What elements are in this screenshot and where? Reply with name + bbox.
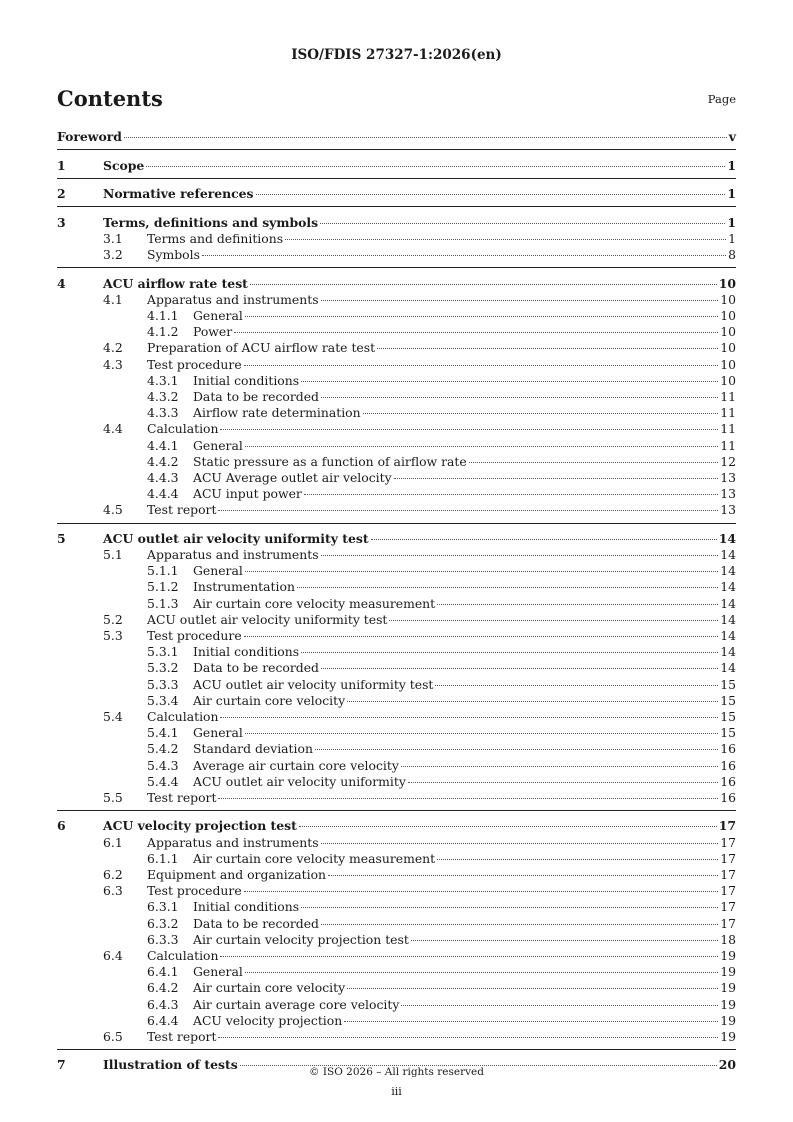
toc-entry-number: 5.3.3 xyxy=(147,676,179,692)
toc-entry[interactable] xyxy=(57,1013,736,1029)
dot-leader xyxy=(437,604,718,605)
toc-entry-page: 17 xyxy=(718,818,736,834)
dot-leader xyxy=(321,300,719,301)
toc-entry-title: Data to be recorded xyxy=(193,389,319,404)
toc-entry-page: 10 xyxy=(720,356,736,372)
dot-leader xyxy=(377,348,718,349)
toc-entry-number: 6.3.3 xyxy=(147,931,179,947)
toc-entry[interactable] xyxy=(57,835,736,851)
toc-entry[interactable] xyxy=(57,883,736,899)
dot-leader xyxy=(315,749,718,750)
dot-leader xyxy=(437,859,718,860)
toc-entry-page: 8 xyxy=(728,247,736,263)
dot-leader xyxy=(347,988,718,989)
toc-entry-page: 14 xyxy=(720,611,736,627)
toc-entry[interactable] xyxy=(57,628,736,644)
toc-entry[interactable] xyxy=(57,324,736,340)
toc-entry-title: ACU velocity projection xyxy=(193,1012,343,1028)
contents-title: Contents xyxy=(57,86,163,111)
toc-entry-title: Terms and definitions xyxy=(147,230,284,246)
toc-entry[interactable] xyxy=(57,660,736,676)
toc-entry-number: 4 xyxy=(57,275,66,291)
toc-entry-page: 13 xyxy=(720,469,736,485)
toc-entry-page: 19 xyxy=(720,980,736,996)
toc-entry-page: 16 xyxy=(720,757,736,773)
toc-entry[interactable] xyxy=(57,405,736,421)
dot-leader xyxy=(321,555,719,556)
toc-entry-title: Preparation of ACU airflow rate test xyxy=(147,340,376,356)
toc-entry-title: Standard deviation xyxy=(193,741,313,757)
toc-entry-number: 3 xyxy=(57,214,66,230)
toc-entry-number: 5.4.3 xyxy=(147,757,179,773)
toc-entry-title: General xyxy=(193,725,243,741)
dot-leader xyxy=(328,875,718,876)
toc-entry-number: 4.4.3 xyxy=(147,469,179,485)
dot-leader xyxy=(321,668,718,669)
toc-entry[interactable] xyxy=(57,1029,736,1045)
toc-entry-page: 14 xyxy=(718,530,736,546)
dot-leader xyxy=(250,284,717,285)
dot-leader xyxy=(304,494,718,495)
dot-leader xyxy=(245,571,718,572)
dot-leader xyxy=(218,798,718,799)
toc-entry[interactable] xyxy=(57,231,736,247)
toc-entry[interactable] xyxy=(57,790,736,806)
toc-entry-page: 15 xyxy=(720,708,736,724)
dot-leader xyxy=(234,332,718,333)
toc-entry-page: 15 xyxy=(720,725,736,741)
toc-entry-number: 5.4.1 xyxy=(147,725,179,741)
toc-entry[interactable] xyxy=(57,486,736,502)
dot-leader xyxy=(285,239,726,240)
toc-entry-number: 4.3.1 xyxy=(147,372,179,388)
toc-entry-title: Initial conditions xyxy=(193,644,300,660)
toc-entry-page: 15 xyxy=(720,676,736,692)
toc-entry-number: 3.2 xyxy=(103,247,123,263)
toc-entry-title: General xyxy=(193,308,243,324)
dot-leader xyxy=(401,766,718,767)
toc-entry-title: Data to be recorded xyxy=(193,915,319,931)
toc-entry[interactable] xyxy=(57,276,736,292)
toc-entry[interactable] xyxy=(57,502,736,518)
dot-leader xyxy=(411,940,718,941)
toc-entry-title: Power xyxy=(193,324,233,340)
toc-entry-page: 14 xyxy=(720,547,736,563)
toc-entry-title: General xyxy=(193,437,243,453)
toc-entry[interactable] xyxy=(57,421,736,437)
section-separator xyxy=(57,1049,736,1050)
toc-entry-number: 5.5 xyxy=(103,789,123,805)
toc-entry-page: 16 xyxy=(720,773,736,789)
toc-entry-page: 13 xyxy=(720,486,736,502)
toc-entry-title: Apparatus and instruments xyxy=(147,547,319,563)
toc-entry[interactable] xyxy=(57,215,736,231)
copyright-footer: © ISO 2026 – All rights reserved xyxy=(309,1066,484,1078)
toc-entry-title: Foreword xyxy=(57,129,122,144)
section-separator xyxy=(57,178,736,179)
toc-entry-number: 6.3.1 xyxy=(147,899,179,915)
dot-leader xyxy=(245,446,718,447)
toc-entry-title: Average air curtain core velocity xyxy=(193,757,399,773)
toc-entry-title: Instrumentation xyxy=(193,579,295,595)
toc-entry-number: 5.1.1 xyxy=(147,563,179,579)
toc-entry-page: 11 xyxy=(720,389,736,404)
toc-entry-number: 5.3.1 xyxy=(147,644,179,660)
dot-leader xyxy=(363,413,719,414)
toc-entry-number: 6.5 xyxy=(103,1028,123,1044)
toc-entry-title: Air curtain average core velocity xyxy=(193,996,400,1012)
dot-leader xyxy=(321,397,718,398)
toc-entry-title: Air curtain core velocity xyxy=(193,980,346,996)
toc-entry-page: 14 xyxy=(720,644,736,660)
toc-entry-page: 10 xyxy=(720,291,736,307)
toc-entry-title: ACU outlet air velocity uniformity xyxy=(193,773,406,789)
toc-entry-page: 10 xyxy=(720,308,736,324)
dot-leader xyxy=(435,685,718,686)
dot-leader xyxy=(220,429,718,430)
toc-entry-title: Terms, definitions and symbols xyxy=(103,214,319,230)
toc-entry-title: Airflow rate determination xyxy=(193,405,361,421)
toc-entry-page: 14 xyxy=(720,628,736,644)
toc-entry[interactable] xyxy=(57,758,736,774)
toc-entry-number: 5.3.2 xyxy=(147,660,179,676)
toc-entry-number: 6.1 xyxy=(103,834,123,850)
toc-entry-number: 6.2 xyxy=(103,867,123,883)
toc-entry[interactable] xyxy=(57,186,736,202)
dot-leader xyxy=(321,924,718,925)
toc-entry-title: ACU outlet air velocity uniformity test xyxy=(193,676,434,692)
toc-entry[interactable] xyxy=(57,741,736,757)
toc-entry-page: 14 xyxy=(720,660,736,676)
toc-entry-title: Scope xyxy=(103,157,145,173)
toc-entry-title: Test procedure xyxy=(147,628,242,644)
toc-entry-number: 4.4 xyxy=(103,421,123,437)
toc-entry[interactable] xyxy=(57,454,736,470)
toc-entry[interactable] xyxy=(57,373,736,389)
dot-leader xyxy=(245,316,718,317)
toc-entry-title: General xyxy=(193,563,243,579)
toc-entry[interactable] xyxy=(57,596,736,612)
toc-entry-title: Test procedure xyxy=(147,356,242,372)
toc-entry-title: Illustration of tests xyxy=(103,1057,238,1073)
dot-leader xyxy=(344,1021,718,1022)
toc-entry-number: 5.1 xyxy=(103,547,123,563)
dot-leader xyxy=(389,620,718,621)
toc-entry-page: 11 xyxy=(720,405,736,421)
toc-entry-number: 6.4.4 xyxy=(147,1012,179,1028)
toc-entry-number: 5 xyxy=(57,530,66,546)
toc-entry-number: 4.4.1 xyxy=(147,437,179,453)
dot-leader xyxy=(301,907,718,908)
toc-entry-page: 10 xyxy=(720,340,736,356)
toc-entry-number: 6.4 xyxy=(103,947,123,963)
toc-entry[interactable] xyxy=(57,677,736,693)
toc-entry-page: 17 xyxy=(720,883,736,899)
toc-entry-number: 6.4.3 xyxy=(147,996,179,1012)
dot-leader xyxy=(202,255,726,256)
toc-entry[interactable] xyxy=(57,899,736,915)
section-separator xyxy=(57,206,736,207)
toc-entry-page: 17 xyxy=(720,834,736,850)
toc-entry[interactable] xyxy=(57,818,736,834)
toc-entry-number: 4.1.2 xyxy=(147,324,179,340)
toc-entry-title: Initial conditions xyxy=(193,372,300,388)
dot-leader xyxy=(299,826,717,827)
toc-entry-number: 5.4.4 xyxy=(147,773,179,789)
toc-entry-title: Equipment and organization xyxy=(147,867,327,883)
toc-entry-number: 5.2 xyxy=(103,611,123,627)
dot-leader xyxy=(401,1005,718,1006)
toc-entry-number: 4.4.2 xyxy=(147,453,179,469)
toc-entry-number: 7 xyxy=(57,1057,66,1073)
toc-entry[interactable] xyxy=(57,851,736,867)
dot-leader xyxy=(244,365,719,366)
toc-entry-title: Symbols xyxy=(147,247,200,263)
toc-entry-page: 19 xyxy=(720,1028,736,1044)
toc-entry-title: Air curtain core velocity measurement xyxy=(193,850,436,866)
dot-leader xyxy=(301,381,718,382)
toc-entry[interactable] xyxy=(57,308,736,324)
toc-entry-title: Air curtain core velocity measurement xyxy=(193,595,436,611)
page-column-label: Page xyxy=(707,92,736,106)
toc-entry-page: v xyxy=(728,129,736,144)
toc-entry-page: 17 xyxy=(720,850,736,866)
dot-leader xyxy=(301,652,718,653)
toc-entry-page: 17 xyxy=(720,899,736,915)
toc-entry-page: 11 xyxy=(720,421,736,437)
toc-entry-title: ACU airflow rate test xyxy=(103,275,248,291)
dot-leader xyxy=(320,223,725,224)
dot-leader xyxy=(244,891,719,892)
toc-entry-page: 19 xyxy=(720,947,736,963)
toc-entry-number: 4.1 xyxy=(103,291,123,307)
dot-leader xyxy=(245,733,718,734)
toc-entry[interactable] xyxy=(57,916,736,932)
section-separator xyxy=(57,149,736,150)
toc-entry[interactable] xyxy=(57,129,736,145)
toc-entry-title: ACU outlet air velocity uniformity test xyxy=(103,530,369,546)
toc-entry-page: 16 xyxy=(720,741,736,757)
toc-entry-number: 4.4.4 xyxy=(147,486,179,502)
toc-entry-number: 4.3 xyxy=(103,356,123,372)
toc-entry-page: 15 xyxy=(720,692,736,708)
toc-entry-number: 6.3 xyxy=(103,883,123,899)
section-separator xyxy=(57,810,736,811)
toc-entry-title: Air curtain core velocity xyxy=(193,692,346,708)
toc-entry-title: Test report xyxy=(147,789,217,805)
toc-entry-title: Calculation xyxy=(147,421,219,437)
table-of-contents xyxy=(57,129,736,1074)
toc-entry-title: Apparatus and instruments xyxy=(147,291,319,307)
toc-entry-number: 5.3 xyxy=(103,628,123,644)
toc-entry-page: 16 xyxy=(720,789,736,805)
toc-entry-page: 11 xyxy=(720,437,736,453)
toc-entry[interactable] xyxy=(57,964,736,980)
toc-entry-page: 1 xyxy=(727,214,736,230)
toc-entry-page: 14 xyxy=(720,595,736,611)
toc-entry-title: ACU Average outlet air velocity xyxy=(193,469,392,485)
toc-entry-number: 5.3.4 xyxy=(147,692,179,708)
toc-entry[interactable] xyxy=(57,579,736,595)
section-separator xyxy=(57,523,736,524)
toc-entry-title: Test report xyxy=(147,502,217,518)
toc-entry[interactable] xyxy=(57,709,736,725)
toc-entry-page: 20 xyxy=(718,1057,736,1073)
toc-entry-page: 1 xyxy=(728,230,736,246)
dot-leader xyxy=(245,972,718,973)
toc-entry-page: 19 xyxy=(720,1012,736,1028)
toc-entry[interactable] xyxy=(57,340,736,356)
toc-entry[interactable] xyxy=(57,774,736,790)
dot-leader xyxy=(408,782,718,783)
toc-entry-title: ACU outlet air velocity uniformity test xyxy=(147,611,388,627)
toc-entry[interactable] xyxy=(57,470,736,486)
toc-entry-title: Static pressure as a function of airflow rate xyxy=(193,453,467,469)
toc-entry-page: 14 xyxy=(720,579,736,595)
dot-leader xyxy=(146,166,725,167)
toc-entry-number: 6.1.1 xyxy=(147,850,179,866)
toc-entry-page: 17 xyxy=(720,867,736,883)
toc-entry-page: 13 xyxy=(720,502,736,518)
toc-entry[interactable] xyxy=(57,725,736,741)
toc-entry[interactable] xyxy=(57,357,736,373)
toc-entry-page: 1 xyxy=(727,157,736,173)
toc-entry[interactable] xyxy=(57,997,736,1013)
toc-entry[interactable] xyxy=(57,158,736,174)
dot-leader xyxy=(297,587,718,588)
toc-entry-number: 4.3.2 xyxy=(147,389,179,404)
toc-entry-title: ACU velocity projection test xyxy=(103,818,297,834)
toc-entry-number: 5.1.2 xyxy=(147,579,179,595)
toc-entry-number: 5.1.3 xyxy=(147,595,179,611)
toc-entry-number: 4.5 xyxy=(103,502,123,518)
toc-entry[interactable] xyxy=(57,693,736,709)
toc-entry[interactable] xyxy=(57,948,736,964)
toc-entry-number: 6.3.2 xyxy=(147,915,179,931)
toc-entry-page: 10 xyxy=(718,275,736,291)
toc-entry[interactable] xyxy=(57,389,736,405)
toc-entry-number: 5.4 xyxy=(103,708,123,724)
toc-entry-title: Data to be recorded xyxy=(193,660,319,676)
toc-entry-title: Test procedure xyxy=(147,883,242,899)
toc-entry-title: Test report xyxy=(147,1028,217,1044)
page-number: iii xyxy=(391,1085,402,1098)
toc-entry-title: Calculation xyxy=(147,708,219,724)
toc-entry[interactable] xyxy=(57,292,736,308)
toc-entry-title: Initial conditions xyxy=(193,899,300,915)
toc-entry-page: 1 xyxy=(727,186,736,202)
dot-leader xyxy=(469,462,718,463)
document-header: ISO/FDIS 27327-1:2026(en) xyxy=(291,47,502,63)
dot-leader xyxy=(218,1037,718,1038)
section-separator xyxy=(57,267,736,268)
toc-entry[interactable] xyxy=(57,867,736,883)
toc-entry[interactable] xyxy=(57,612,736,628)
toc-entry-page: 19 xyxy=(720,964,736,980)
toc-entry[interactable] xyxy=(57,247,736,263)
toc-entry-number: 3.1 xyxy=(103,230,123,246)
toc-entry-number: 4.2 xyxy=(103,340,123,356)
toc-entry-title: Normative references xyxy=(103,186,254,202)
dot-leader xyxy=(220,956,718,957)
toc-entry[interactable] xyxy=(57,980,736,996)
toc-entry[interactable] xyxy=(57,531,736,547)
dot-leader xyxy=(256,194,726,195)
dot-leader xyxy=(371,539,717,540)
dot-leader xyxy=(220,717,718,718)
toc-entry-page: 10 xyxy=(720,324,736,340)
dot-leader xyxy=(218,510,718,511)
toc-entry[interactable] xyxy=(57,563,736,579)
dot-leader xyxy=(347,701,718,702)
dot-leader xyxy=(321,843,719,844)
dot-leader xyxy=(124,137,727,138)
dot-leader xyxy=(394,478,719,479)
toc-entry-title: Calculation xyxy=(147,947,219,963)
toc-entry-number: 2 xyxy=(57,186,66,202)
toc-entry[interactable] xyxy=(57,547,736,563)
toc-entry-page: 12 xyxy=(720,453,736,469)
toc-entry-number: 6 xyxy=(57,818,66,834)
toc-entry-page: 19 xyxy=(720,996,736,1012)
toc-entry[interactable] xyxy=(57,644,736,660)
toc-entry[interactable] xyxy=(57,438,736,454)
toc-entry-title: Air curtain velocity projection test xyxy=(193,931,409,947)
toc-entry[interactable] xyxy=(57,932,736,948)
toc-entry-page: 18 xyxy=(720,931,736,947)
toc-entry-page: 10 xyxy=(720,372,736,388)
toc-entry-page: 14 xyxy=(720,563,736,579)
toc-entry-number: 5.4.2 xyxy=(147,741,179,757)
toc-entry-number: 1 xyxy=(57,157,66,173)
toc-entry-number: 6.4.1 xyxy=(147,964,179,980)
dot-leader xyxy=(244,636,719,637)
toc-entry-title: ACU input power xyxy=(193,486,302,502)
toc-entry-number: 6.4.2 xyxy=(147,980,179,996)
toc-entry-number: 4.1.1 xyxy=(147,308,179,324)
toc-entry-title: General xyxy=(193,964,243,980)
toc-entry-title: Apparatus and instruments xyxy=(147,834,319,850)
toc-entry-page: 17 xyxy=(720,915,736,931)
toc-entry-number: 4.3.3 xyxy=(147,405,179,421)
